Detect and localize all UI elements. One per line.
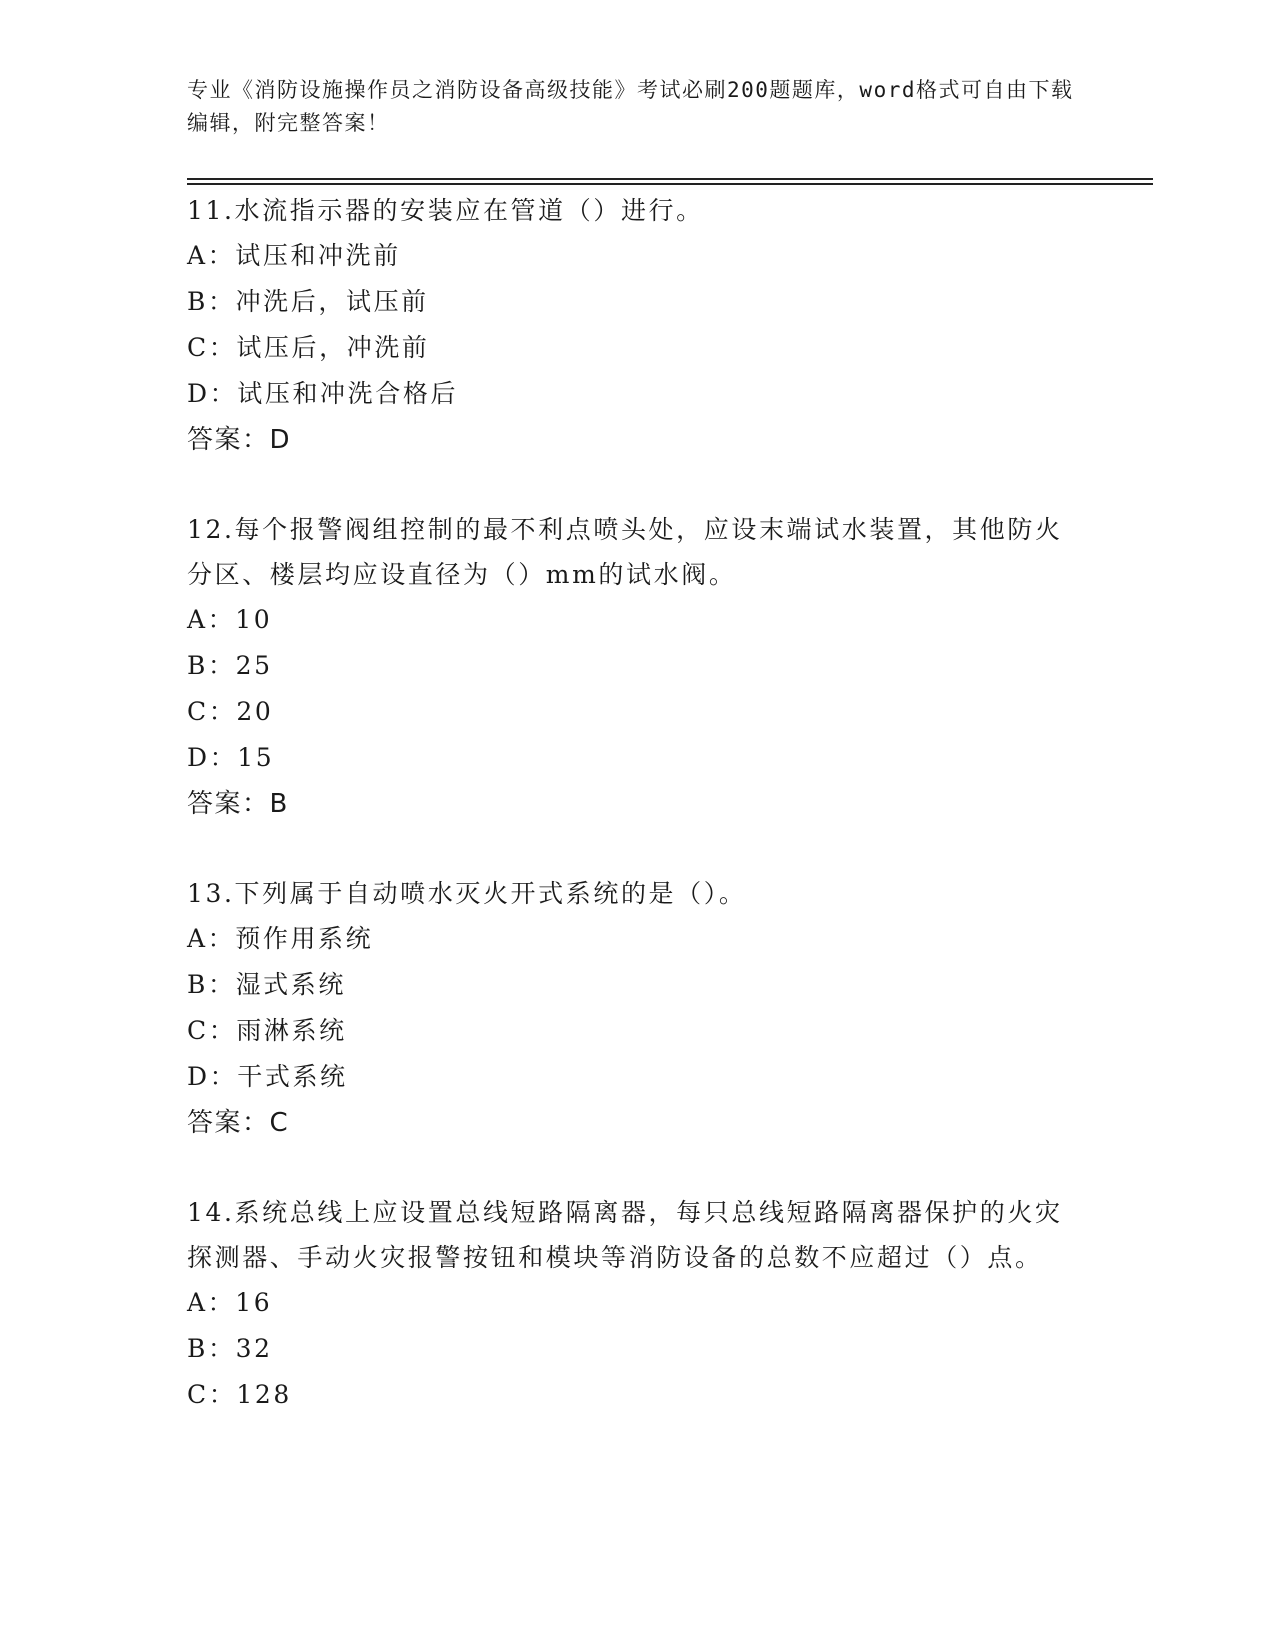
answer-line: 答案：C (187, 1108, 290, 1138)
answer-line: 答案：D (187, 425, 292, 455)
question-14 (187, 1190, 1087, 1418)
option-c: C：128 (187, 1380, 292, 1409)
question-list (187, 188, 1087, 1462)
option-a: A：试压和冲洗前 (187, 241, 401, 270)
header-divider-bottom (187, 183, 1153, 185)
option-c: C：雨淋系统 (187, 1016, 347, 1045)
option-b: B：32 (187, 1334, 273, 1363)
option-a: A：16 (187, 1288, 273, 1317)
option-d: D：试压和冲洗合格后 (187, 379, 459, 408)
option-b: B：冲洗后，试压前 (187, 287, 429, 316)
question-stem: 12.每个报警阀组控制的最不利点喷头处，应设末端试水装置，其他防火分区、楼层均应设直径为（）mm的试水阀。 (187, 515, 1063, 589)
question-12 (187, 507, 1087, 827)
option-c: C：20 (187, 697, 274, 726)
option-b: B：25 (187, 651, 273, 680)
question-stem: 13.下列属于自动喷水灭火开式系统的是（）。 (187, 879, 747, 908)
option-a: A：10 (187, 605, 273, 634)
option-b: B：湿式系统 (187, 970, 346, 999)
header-divider-top (187, 178, 1153, 180)
option-c: C：试压后，冲洗前 (187, 333, 430, 362)
question-stem: 11.水流指示器的安装应在管道（）进行。 (187, 196, 704, 225)
question-11 (187, 188, 1087, 463)
question-13 (187, 871, 1087, 1146)
answer-line: 答案：B (187, 789, 289, 819)
option-d: D：15 (187, 743, 275, 772)
option-a: A：预作用系统 (187, 924, 374, 953)
question-stem: 14.系统总线上应设置总线短路隔离器，每只总线短路隔离器保护的火灾探测器、手动火灾报警按钮和模块等消防设备的总数不应超过（）点。 (187, 1198, 1063, 1272)
option-d: D：干式系统 (187, 1062, 348, 1091)
document-header: 专业《消防设施操作员之消防设备高级技能》考试必刷200题题库，word格式可自由下载编辑，附完整答案！ (187, 78, 1074, 135)
